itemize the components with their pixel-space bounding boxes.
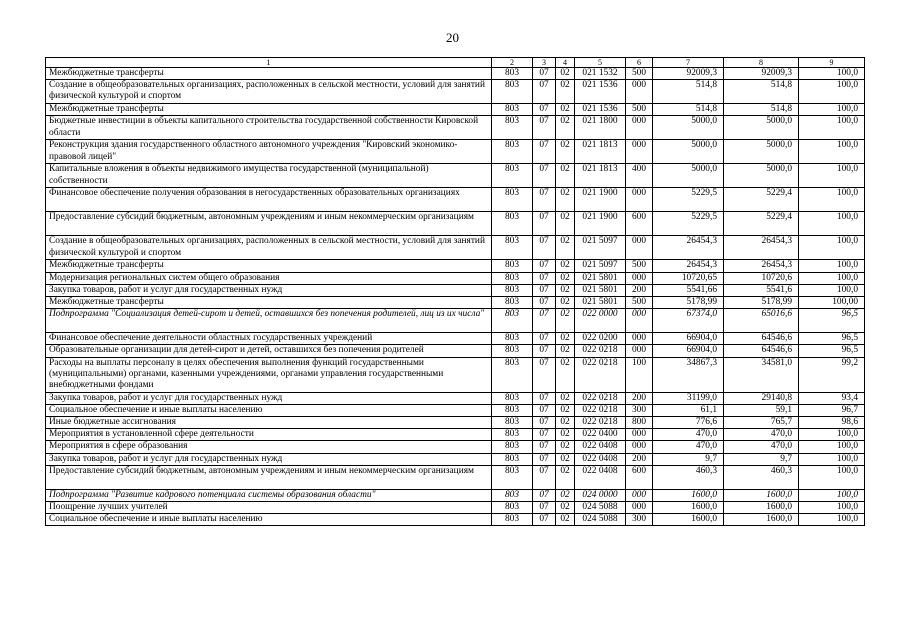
cell-grbs: 803 bbox=[492, 502, 533, 514]
cell-subsection: 02 bbox=[556, 489, 575, 501]
table-row bbox=[46, 309, 865, 333]
cell-percent: 100,0 bbox=[799, 489, 865, 501]
cell-target-item: 021 1813 bbox=[575, 140, 626, 164]
cell-expense-name: Межбюджетные трансферты bbox=[46, 260, 492, 272]
cell-expense-type: 600 bbox=[626, 465, 653, 489]
cell-executed-amount: 514,8 bbox=[724, 80, 799, 104]
cell-percent: 100,0 bbox=[799, 116, 865, 140]
cell-percent: 98,6 bbox=[799, 417, 865, 429]
cell-grbs: 803 bbox=[492, 140, 533, 164]
cell-planned-amount: 5229,5 bbox=[653, 212, 724, 236]
cell-section: 07 bbox=[533, 357, 556, 392]
cell-grbs: 803 bbox=[492, 465, 533, 489]
header-cell: 2 bbox=[492, 58, 533, 68]
cell-expense-name: Создание в общеобразовательных организациях, расположенных в сельской местности, условий для занятий физической культурой и спортом bbox=[46, 80, 492, 104]
cell-section: 07 bbox=[533, 116, 556, 140]
cell-expense-name: Капитальные вложения в объекты недвижимого имущества государственной (муниципальной) собственности bbox=[46, 164, 492, 188]
table-row bbox=[46, 212, 865, 236]
cell-percent: 100,0 bbox=[799, 140, 865, 164]
cell-executed-amount: 5229,4 bbox=[724, 212, 799, 236]
cell-section: 07 bbox=[533, 441, 556, 453]
cell-section: 07 bbox=[533, 392, 556, 404]
cell-expense-name: Расходы на выплаты персоналу в целях обеспечения выполнения функций государственными (муниципальными) органами, казенными учреждениями, органами управления государственными внебюджетными фондами bbox=[46, 357, 492, 392]
cell-subsection: 02 bbox=[556, 345, 575, 357]
cell-executed-amount: 92009,3 bbox=[724, 68, 799, 80]
table-row bbox=[46, 453, 865, 465]
cell-expense-type: 000 bbox=[626, 188, 653, 212]
cell-expense-type: 000 bbox=[626, 116, 653, 140]
cell-planned-amount: 61,1 bbox=[653, 404, 724, 416]
table-row bbox=[46, 417, 865, 429]
table-row bbox=[46, 441, 865, 453]
header-cell: 7 bbox=[653, 58, 724, 68]
cell-percent: 93,4 bbox=[799, 392, 865, 404]
cell-section: 07 bbox=[533, 68, 556, 80]
table-row bbox=[46, 68, 865, 80]
cell-executed-amount: 5000,0 bbox=[724, 140, 799, 164]
cell-percent: 100,0 bbox=[799, 453, 865, 465]
cell-subsection: 02 bbox=[556, 116, 575, 140]
cell-expense-name: Предоставление субсидий бюджетным, автономным учреждениям и иным некоммерческим организациям bbox=[46, 212, 492, 236]
cell-grbs: 803 bbox=[492, 260, 533, 272]
cell-executed-amount: 5541,6 bbox=[724, 284, 799, 296]
table-row bbox=[46, 489, 865, 501]
cell-subsection: 02 bbox=[556, 188, 575, 212]
table-row bbox=[46, 429, 865, 441]
cell-target-item: 021 1800 bbox=[575, 116, 626, 140]
cell-grbs: 803 bbox=[492, 80, 533, 104]
cell-percent: 100,0 bbox=[799, 465, 865, 489]
cell-expense-name: Предоставление субсидий бюджетным, автономным учреждениям и иным некоммерческим организациям bbox=[46, 465, 492, 489]
cell-executed-amount: 5229,4 bbox=[724, 188, 799, 212]
cell-subsection: 02 bbox=[556, 212, 575, 236]
cell-expense-name: Модернизация региональных систем общего образования bbox=[46, 272, 492, 284]
cell-grbs: 803 bbox=[492, 404, 533, 416]
cell-subsection: 02 bbox=[556, 260, 575, 272]
cell-target-item: 021 1900 bbox=[575, 188, 626, 212]
cell-executed-amount: 460,3 bbox=[724, 465, 799, 489]
cell-grbs: 803 bbox=[492, 514, 533, 526]
cell-expense-type: 500 bbox=[626, 104, 653, 116]
cell-percent: 100,0 bbox=[799, 429, 865, 441]
cell-target-item: 022 0218 bbox=[575, 357, 626, 392]
cell-percent: 100,0 bbox=[799, 80, 865, 104]
table-row bbox=[46, 188, 865, 212]
cell-expense-name: Иные бюджетные ассигнования bbox=[46, 417, 492, 429]
cell-planned-amount: 1600,0 bbox=[653, 502, 724, 514]
table-row bbox=[46, 465, 865, 489]
cell-executed-amount: 1600,0 bbox=[724, 489, 799, 501]
cell-percent: 100,0 bbox=[799, 284, 865, 296]
cell-section: 07 bbox=[533, 404, 556, 416]
cell-grbs: 803 bbox=[492, 345, 533, 357]
header-cell: 6 bbox=[626, 58, 653, 68]
cell-planned-amount: 514,8 bbox=[653, 80, 724, 104]
cell-expense-type: 000 bbox=[626, 502, 653, 514]
cell-expense-name: Поощрение лучших учителей bbox=[46, 502, 492, 514]
cell-executed-amount: 59,1 bbox=[724, 404, 799, 416]
cell-percent: 100,0 bbox=[799, 236, 865, 260]
cell-section: 07 bbox=[533, 429, 556, 441]
cell-planned-amount: 460,3 bbox=[653, 465, 724, 489]
cell-expense-type: 300 bbox=[626, 404, 653, 416]
cell-target-item: 021 5801 bbox=[575, 272, 626, 284]
cell-expense-type: 000 bbox=[626, 345, 653, 357]
cell-expense-type: 200 bbox=[626, 392, 653, 404]
cell-subsection: 02 bbox=[556, 272, 575, 284]
cell-grbs: 803 bbox=[492, 333, 533, 345]
table-row bbox=[46, 140, 865, 164]
cell-expense-name: Подпрограмма "Развитие кадрового потенциала системы образования области" bbox=[46, 489, 492, 501]
cell-target-item: 021 1536 bbox=[575, 80, 626, 104]
table-row bbox=[46, 260, 865, 272]
cell-planned-amount: 66904,0 bbox=[653, 345, 724, 357]
cell-expense-type: 600 bbox=[626, 212, 653, 236]
cell-expense-type: 000 bbox=[626, 309, 653, 333]
cell-executed-amount: 1600,0 bbox=[724, 514, 799, 526]
cell-planned-amount: 66904,0 bbox=[653, 333, 724, 345]
cell-expense-name: Бюджетные инвестиции в объекты капитального строительства государственной собственности Кировской области bbox=[46, 116, 492, 140]
cell-section: 07 bbox=[533, 80, 556, 104]
cell-expense-name: Мероприятия в установленной сфере деятельности bbox=[46, 429, 492, 441]
cell-target-item: 022 0408 bbox=[575, 453, 626, 465]
cell-expense-type: 400 bbox=[626, 164, 653, 188]
cell-grbs: 803 bbox=[492, 309, 533, 333]
table-row bbox=[46, 80, 865, 104]
cell-expense-name: Межбюджетные трансферты bbox=[46, 104, 492, 116]
cell-section: 07 bbox=[533, 212, 556, 236]
cell-section: 07 bbox=[533, 489, 556, 501]
cell-target-item: 024 5088 bbox=[575, 514, 626, 526]
cell-subsection: 02 bbox=[556, 514, 575, 526]
table-row bbox=[46, 333, 865, 345]
table-row bbox=[46, 502, 865, 514]
cell-grbs: 803 bbox=[492, 441, 533, 453]
cell-planned-amount: 5000,0 bbox=[653, 140, 724, 164]
cell-section: 07 bbox=[533, 514, 556, 526]
header-row bbox=[46, 58, 865, 68]
cell-percent: 100,0 bbox=[799, 502, 865, 514]
cell-expense-type: 000 bbox=[626, 429, 653, 441]
cell-subsection: 02 bbox=[556, 404, 575, 416]
table-row bbox=[46, 284, 865, 296]
cell-section: 07 bbox=[533, 502, 556, 514]
cell-expense-type: 300 bbox=[626, 514, 653, 526]
cell-expense-type: 800 bbox=[626, 417, 653, 429]
cell-planned-amount: 514,8 bbox=[653, 104, 724, 116]
cell-planned-amount: 1600,0 bbox=[653, 514, 724, 526]
cell-section: 07 bbox=[533, 333, 556, 345]
cell-target-item: 022 0400 bbox=[575, 429, 626, 441]
cell-grbs: 803 bbox=[492, 164, 533, 188]
cell-subsection: 02 bbox=[556, 441, 575, 453]
cell-subsection: 02 bbox=[556, 417, 575, 429]
cell-executed-amount: 10720,6 bbox=[724, 272, 799, 284]
cell-grbs: 803 bbox=[492, 236, 533, 260]
cell-expense-name: Межбюджетные трансферты bbox=[46, 68, 492, 80]
header-cell: 4 bbox=[556, 58, 575, 68]
cell-target-item: 024 5088 bbox=[575, 502, 626, 514]
cell-percent: 100,0 bbox=[799, 164, 865, 188]
page-number: 20 bbox=[446, 30, 459, 45]
cell-target-item: 022 0218 bbox=[575, 404, 626, 416]
cell-expense-type: 500 bbox=[626, 68, 653, 80]
table-row bbox=[46, 116, 865, 140]
cell-target-item: 021 1536 bbox=[575, 104, 626, 116]
cell-subsection: 02 bbox=[556, 104, 575, 116]
cell-executed-amount: 9,7 bbox=[724, 453, 799, 465]
cell-executed-amount: 5000,0 bbox=[724, 116, 799, 140]
cell-planned-amount: 776,6 bbox=[653, 417, 724, 429]
cell-planned-amount: 10720,65 bbox=[653, 272, 724, 284]
cell-expense-type: 000 bbox=[626, 272, 653, 284]
table-row bbox=[46, 236, 865, 260]
cell-target-item: 022 0000 bbox=[575, 309, 626, 333]
cell-expense-type: 000 bbox=[626, 236, 653, 260]
cell-target-item: 021 1900 bbox=[575, 212, 626, 236]
cell-percent: 100,0 bbox=[799, 272, 865, 284]
cell-grbs: 803 bbox=[492, 417, 533, 429]
cell-expense-type: 500 bbox=[626, 297, 653, 309]
cell-grbs: 803 bbox=[492, 272, 533, 284]
cell-section: 07 bbox=[533, 188, 556, 212]
cell-target-item: 021 5801 bbox=[575, 297, 626, 309]
cell-planned-amount: 5000,0 bbox=[653, 116, 724, 140]
cell-expense-name: Реконструкция здания государственного областного автономного учреждения "Кировский экономико-правовой лицей" bbox=[46, 140, 492, 164]
cell-planned-amount: 34867,3 bbox=[653, 357, 724, 392]
cell-percent: 100,00 bbox=[799, 297, 865, 309]
cell-section: 07 bbox=[533, 260, 556, 272]
cell-expense-name: Финансовое обеспечение получения образования в негосударственных образовательных организациях bbox=[46, 188, 492, 212]
cell-executed-amount: 470,0 bbox=[724, 441, 799, 453]
cell-subsection: 02 bbox=[556, 80, 575, 104]
cell-grbs: 803 bbox=[492, 429, 533, 441]
header-cell: 1 bbox=[46, 58, 492, 68]
cell-target-item: 021 5801 bbox=[575, 284, 626, 296]
cell-target-item: 022 0218 bbox=[575, 417, 626, 429]
header-cell: 9 bbox=[799, 58, 865, 68]
cell-planned-amount: 5000,0 bbox=[653, 164, 724, 188]
cell-percent: 96,5 bbox=[799, 309, 865, 333]
cell-target-item: 021 1813 bbox=[575, 164, 626, 188]
cell-subsection: 02 bbox=[556, 502, 575, 514]
cell-percent: 96,5 bbox=[799, 345, 865, 357]
header-cell: 8 bbox=[724, 58, 799, 68]
cell-section: 07 bbox=[533, 345, 556, 357]
cell-grbs: 803 bbox=[492, 392, 533, 404]
cell-expense-name: Подпрограмма "Социализация детей-сирот и детей, оставшихся без попечения родителей, лиц из их числа" bbox=[46, 309, 492, 333]
cell-percent: 100,0 bbox=[799, 188, 865, 212]
cell-percent: 100,0 bbox=[799, 260, 865, 272]
cell-percent: 100,0 bbox=[799, 441, 865, 453]
cell-planned-amount: 5541,66 bbox=[653, 284, 724, 296]
cell-subsection: 02 bbox=[556, 68, 575, 80]
cell-subsection: 02 bbox=[556, 284, 575, 296]
cell-expense-name: Закупка товаров, работ и услуг для государственных нужд bbox=[46, 284, 492, 296]
cell-target-item: 022 0408 bbox=[575, 441, 626, 453]
cell-subsection: 02 bbox=[556, 164, 575, 188]
cell-executed-amount: 1600,0 bbox=[724, 502, 799, 514]
cell-planned-amount: 9,7 bbox=[653, 453, 724, 465]
cell-expense-name: Создание в общеобразовательных организациях, расположенных в сельской местности, условий для занятий физической культурой и спортом bbox=[46, 236, 492, 260]
cell-percent: 100,0 bbox=[799, 514, 865, 526]
cell-percent: 100,0 bbox=[799, 212, 865, 236]
header-cell: 3 bbox=[533, 58, 556, 68]
cell-executed-amount: 64546,6 bbox=[724, 345, 799, 357]
cell-target-item: 021 5097 bbox=[575, 260, 626, 272]
table-row bbox=[46, 272, 865, 284]
cell-planned-amount: 31199,0 bbox=[653, 392, 724, 404]
cell-executed-amount: 34581,0 bbox=[724, 357, 799, 392]
cell-percent: 100,0 bbox=[799, 104, 865, 116]
table-row bbox=[46, 104, 865, 116]
cell-section: 07 bbox=[533, 236, 556, 260]
cell-subsection: 02 bbox=[556, 453, 575, 465]
cell-section: 07 bbox=[533, 417, 556, 429]
cell-expense-type: 000 bbox=[626, 441, 653, 453]
cell-target-item: 022 0200 bbox=[575, 333, 626, 345]
cell-expense-type: 100 bbox=[626, 357, 653, 392]
cell-grbs: 803 bbox=[492, 104, 533, 116]
cell-grbs: 803 bbox=[492, 188, 533, 212]
cell-grbs: 803 bbox=[492, 453, 533, 465]
cell-subsection: 02 bbox=[556, 333, 575, 345]
cell-percent: 96,7 bbox=[799, 404, 865, 416]
cell-expense-name: Межбюджетные трансферты bbox=[46, 297, 492, 309]
cell-expense-type: 000 bbox=[626, 80, 653, 104]
cell-subsection: 02 bbox=[556, 465, 575, 489]
cell-executed-amount: 5178,99 bbox=[724, 297, 799, 309]
cell-section: 07 bbox=[533, 465, 556, 489]
cell-executed-amount: 5000,0 bbox=[724, 164, 799, 188]
cell-executed-amount: 65016,6 bbox=[724, 309, 799, 333]
cell-expense-name: Финансовое обеспечение деятельности областных государственных учреждений bbox=[46, 333, 492, 345]
cell-percent: 96,5 bbox=[799, 333, 865, 345]
cell-section: 07 bbox=[533, 272, 556, 284]
cell-target-item: 021 1532 bbox=[575, 68, 626, 80]
cell-subsection: 02 bbox=[556, 297, 575, 309]
cell-expense-type: 200 bbox=[626, 284, 653, 296]
cell-section: 07 bbox=[533, 297, 556, 309]
table-row bbox=[46, 514, 865, 526]
cell-target-item: 024 0000 bbox=[575, 489, 626, 501]
cell-expense-name: Закупка товаров, работ и услуг для государственных нужд bbox=[46, 392, 492, 404]
cell-expense-type: 000 bbox=[626, 140, 653, 164]
table-body bbox=[46, 58, 865, 526]
budget-table bbox=[45, 57, 865, 526]
cell-planned-amount: 1600,0 bbox=[653, 489, 724, 501]
cell-target-item: 022 0218 bbox=[575, 392, 626, 404]
cell-planned-amount: 67374,0 bbox=[653, 309, 724, 333]
cell-expense-name: Образовательные организации для детей-сирот и детей, оставшихся без попечения родителей bbox=[46, 345, 492, 357]
cell-executed-amount: 26454,3 bbox=[724, 236, 799, 260]
cell-expense-name: Социальное обеспечение и иные выплаты населению bbox=[46, 404, 492, 416]
cell-percent: 100,0 bbox=[799, 68, 865, 80]
cell-planned-amount: 5178,99 bbox=[653, 297, 724, 309]
header-cell: 5 bbox=[575, 58, 626, 68]
cell-target-item: 021 5097 bbox=[575, 236, 626, 260]
cell-target-item: 022 0218 bbox=[575, 345, 626, 357]
cell-expense-name: Социальное обеспечение и иные выплаты населению bbox=[46, 514, 492, 526]
cell-executed-amount: 765,7 bbox=[724, 417, 799, 429]
cell-section: 07 bbox=[533, 453, 556, 465]
cell-expense-type: 200 bbox=[626, 453, 653, 465]
cell-expense-type: 000 bbox=[626, 489, 653, 501]
cell-grbs: 803 bbox=[492, 357, 533, 392]
cell-subsection: 02 bbox=[556, 140, 575, 164]
cell-grbs: 803 bbox=[492, 284, 533, 296]
table-row bbox=[46, 357, 865, 392]
cell-executed-amount: 64546,6 bbox=[724, 333, 799, 345]
cell-grbs: 803 bbox=[492, 212, 533, 236]
cell-expense-type: 000 bbox=[626, 333, 653, 345]
table-row bbox=[46, 392, 865, 404]
cell-subsection: 02 bbox=[556, 309, 575, 333]
cell-planned-amount: 5229,5 bbox=[653, 188, 724, 212]
cell-section: 07 bbox=[533, 309, 556, 333]
table-row bbox=[46, 404, 865, 416]
cell-grbs: 803 bbox=[492, 116, 533, 140]
cell-grbs: 803 bbox=[492, 68, 533, 80]
cell-planned-amount: 470,0 bbox=[653, 441, 724, 453]
table-row bbox=[46, 297, 865, 309]
cell-subsection: 02 bbox=[556, 357, 575, 392]
cell-executed-amount: 514,8 bbox=[724, 104, 799, 116]
cell-executed-amount: 26454,3 bbox=[724, 260, 799, 272]
cell-target-item: 022 0408 bbox=[575, 465, 626, 489]
cell-subsection: 02 bbox=[556, 236, 575, 260]
cell-section: 07 bbox=[533, 284, 556, 296]
cell-section: 07 bbox=[533, 164, 556, 188]
cell-section: 07 bbox=[533, 140, 556, 164]
table-row bbox=[46, 164, 865, 188]
cell-executed-amount: 470,0 bbox=[724, 429, 799, 441]
cell-expense-type: 500 bbox=[626, 260, 653, 272]
cell-expense-name: Мероприятия в сфере образования bbox=[46, 441, 492, 453]
cell-executed-amount: 29140,8 bbox=[724, 392, 799, 404]
cell-planned-amount: 92009,3 bbox=[653, 68, 724, 80]
cell-expense-name: Закупка товаров, работ и услуг для государственных нужд bbox=[46, 453, 492, 465]
cell-subsection: 02 bbox=[556, 429, 575, 441]
cell-planned-amount: 470,0 bbox=[653, 429, 724, 441]
cell-percent: 99,2 bbox=[799, 357, 865, 392]
cell-section: 07 bbox=[533, 104, 556, 116]
cell-grbs: 803 bbox=[492, 489, 533, 501]
cell-grbs: 803 bbox=[492, 297, 533, 309]
table-row bbox=[46, 345, 865, 357]
cell-planned-amount: 26454,3 bbox=[653, 260, 724, 272]
cell-planned-amount: 26454,3 bbox=[653, 236, 724, 260]
cell-subsection: 02 bbox=[556, 392, 575, 404]
